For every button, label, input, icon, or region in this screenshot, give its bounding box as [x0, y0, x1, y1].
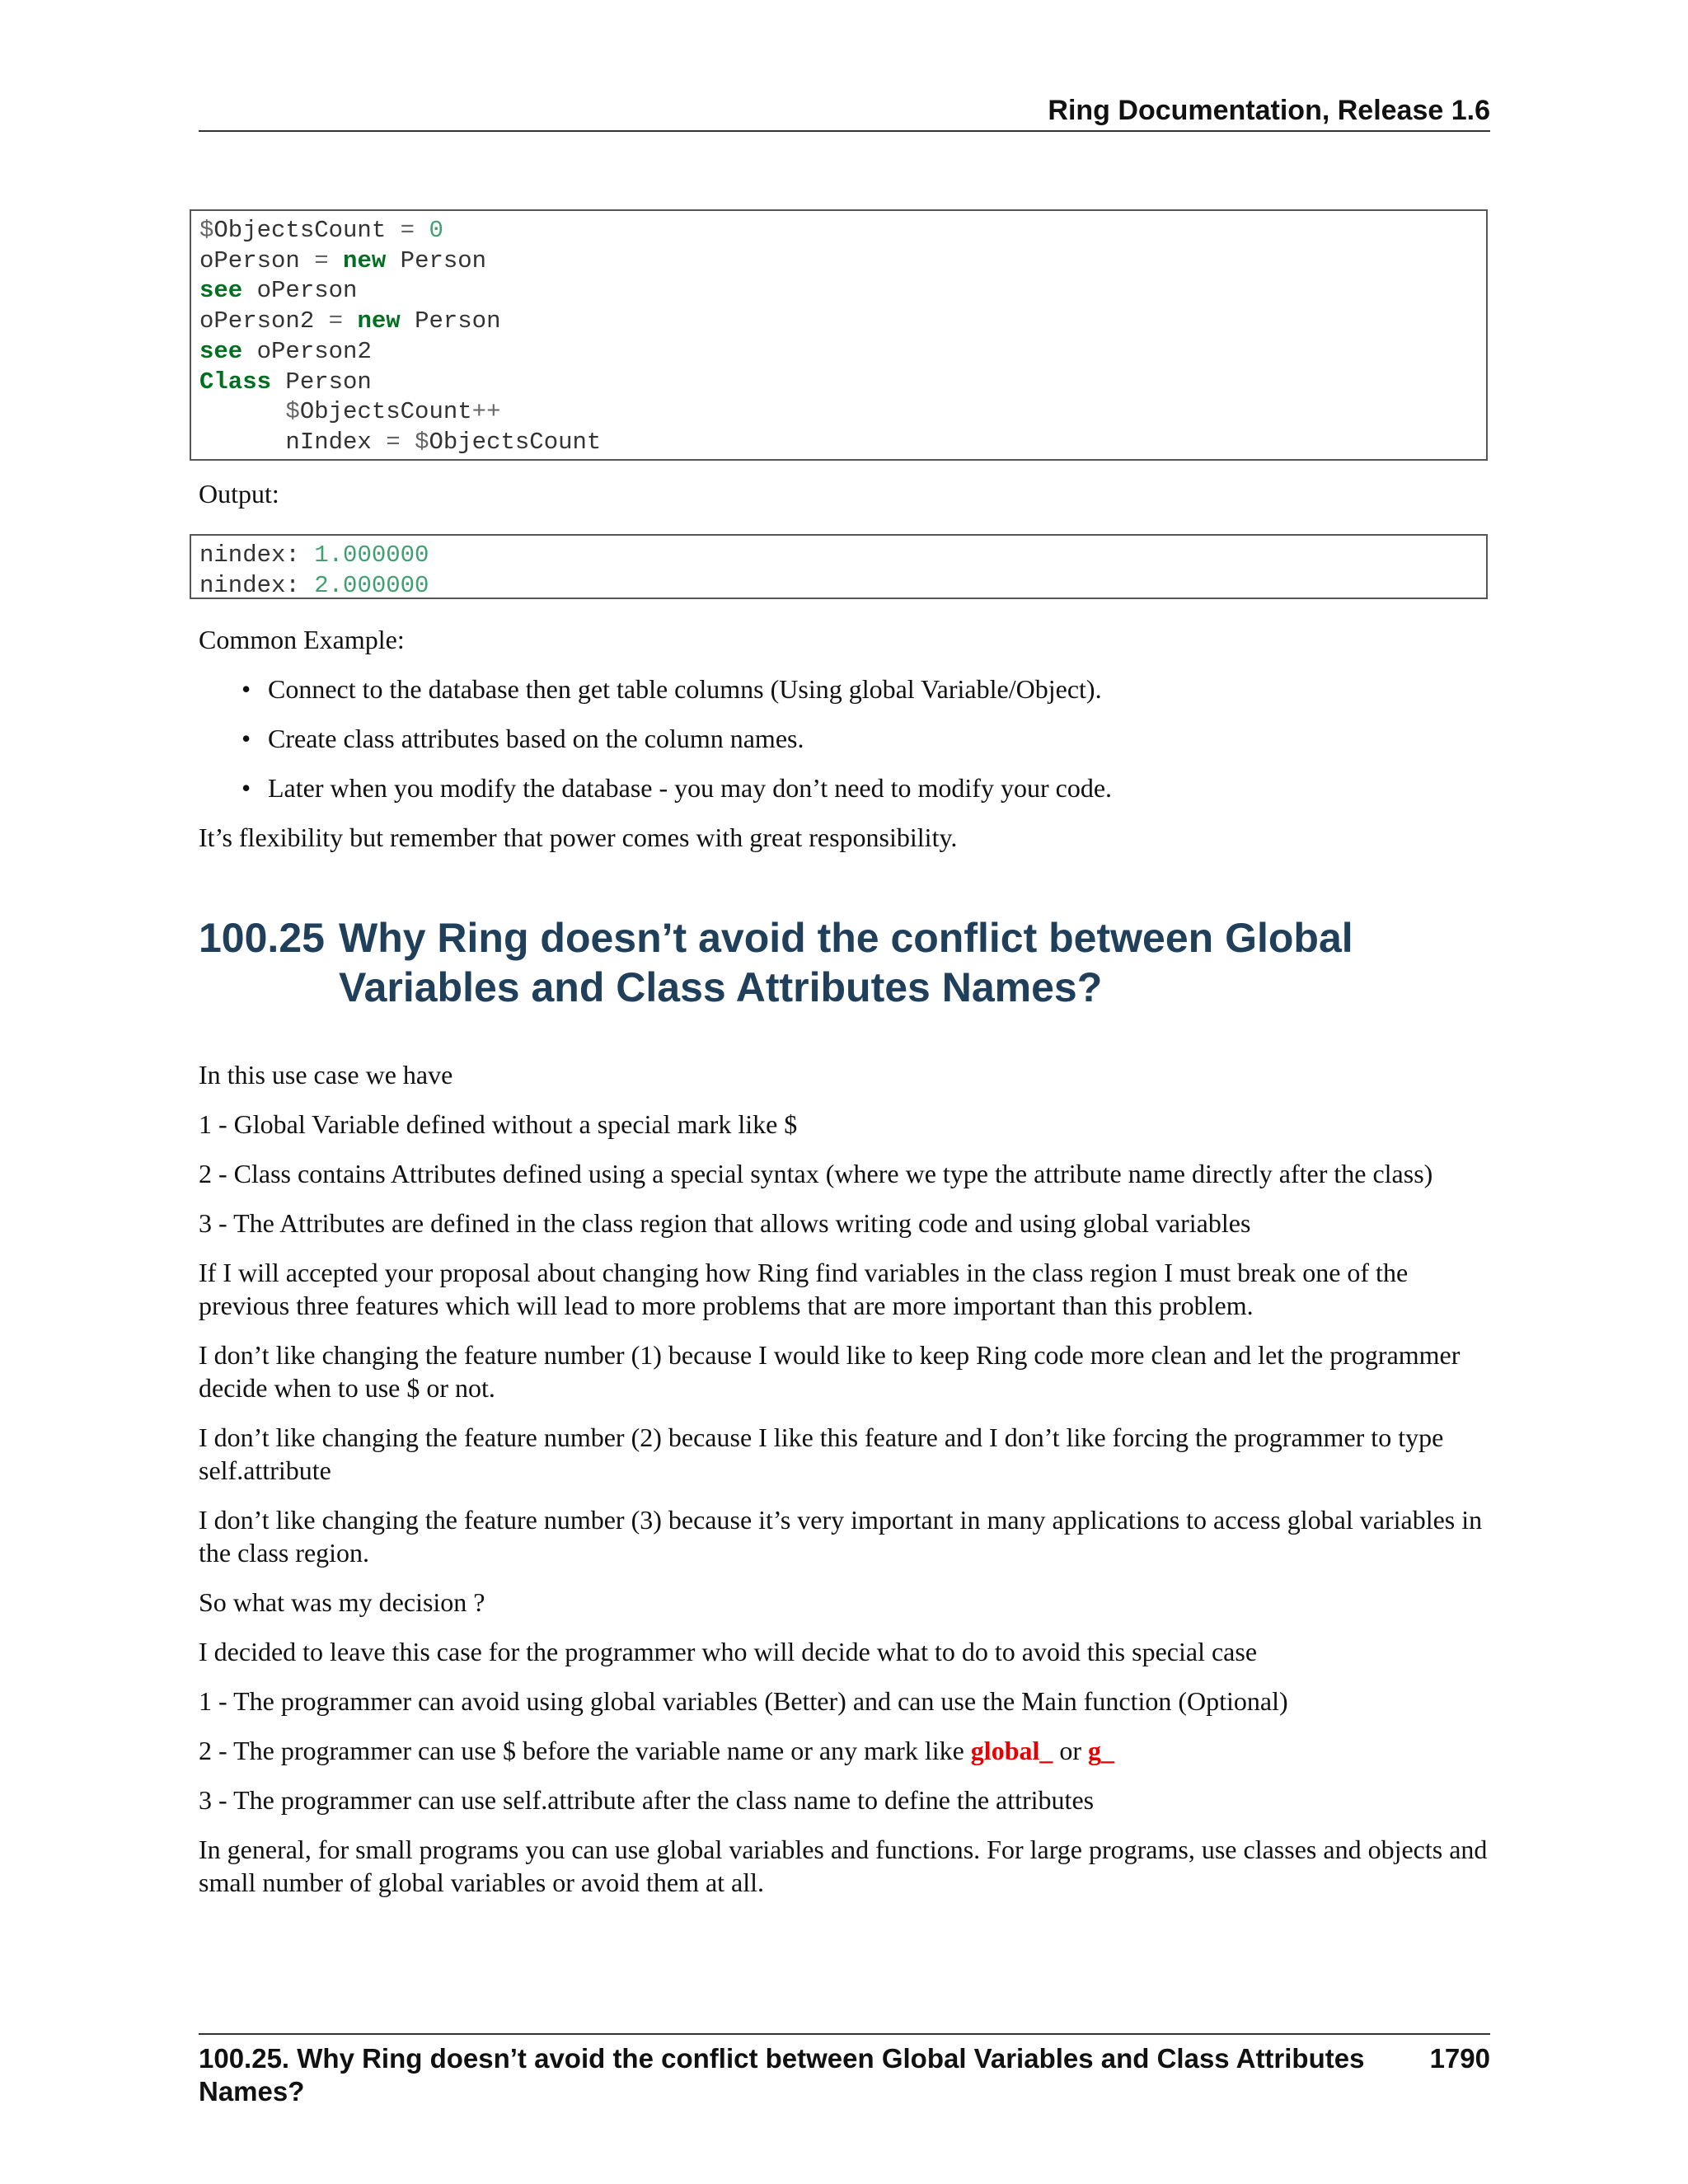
- output-line: nindex: 2.000000: [199, 571, 429, 599]
- bullet-item: Later when you modify the database - you may don’t need to modify your code.: [268, 773, 1113, 803]
- running-header: Ring Documentation, Release 1.6: [1048, 95, 1490, 126]
- code-line: Class Person: [199, 368, 372, 396]
- paragraph: 3 - The programmer can use self.attribute after the class name to define the attributes: [199, 1785, 1095, 1815]
- mark-joiner: or: [1053, 1736, 1089, 1765]
- paragraph: 3 - The Attributes are defined in the class region that allows writing code and using global variables: [199, 1208, 1251, 1238]
- code-line: $ObjectsCount = 0: [199, 217, 443, 244]
- global-mark: global_: [970, 1736, 1053, 1765]
- code-line: nIndex = $ObjectsCount: [199, 428, 602, 456]
- section-number: 100.25: [199, 915, 325, 961]
- page-number: 1790: [1429, 2043, 1490, 2074]
- paragraph: In this use case we have: [199, 1060, 453, 1090]
- output-line: nindex: 1.000000: [199, 541, 429, 569]
- paragraph: 1 - Global Variable defined without a special mark like $: [199, 1109, 798, 1139]
- paragraph: If I will accepted your proposal about changing how Ring find variables in the class region I must break one of the previous three features which will lead to more problems that are more important than this problem.: [199, 1258, 1409, 1320]
- code-line: oPerson = new Person: [199, 246, 487, 274]
- footer-rule: [199, 2033, 1490, 2035]
- flexibility-note: It’s flexibility but remember that power comes with great responsibility.: [199, 823, 958, 852]
- bullet-item: Connect to the database then get table columns (Using global Variable/Object).: [268, 674, 1102, 704]
- bullet-item: Create class attributes based on the column names.: [268, 724, 804, 753]
- document-page: [199, 0, 1490, 2184]
- output-block: [190, 534, 1488, 599]
- footer-title: 100.25. Why Ring doesn’t avoid the conflict between Global Variables and Class Attributes Names?: [199, 2043, 1365, 2107]
- code-line: $ObjectsCount++: [285, 398, 501, 426]
- bullet-marker: •: [241, 773, 251, 803]
- section-title: Why Ring doesn’t avoid the conflict between Global Variables and Class Attributes Names?: [339, 915, 1353, 1010]
- paragraph: So what was my decision ?: [199, 1587, 485, 1617]
- paragraph: I don’t like changing the feature number (3) because it’s very important in many applications to access global variables in the class region.: [199, 1505, 1483, 1568]
- common-example-label: Common Example:: [199, 625, 405, 654]
- bullet-marker: •: [241, 674, 251, 704]
- mark-line-prefix: 2 - The programmer can use $ before the variable name or any mark like: [199, 1736, 971, 1765]
- paragraph: In general, for small programs you can use global variables and functions. For large programs, use classes and objects and small number of global variables or avoid them at all.: [199, 1835, 1488, 1897]
- paragraph: I decided to leave this case for the programmer who will decide what to do to avoid this special case: [199, 1637, 1258, 1666]
- output-label: Output:: [199, 479, 279, 509]
- paragraph: I don’t like changing the feature number (1) because I would like to keep Ring code more clean and let the programmer decide when to use $ or not.: [199, 1340, 1461, 1403]
- mark-paragraph: [199, 1734, 1490, 1767]
- bullet-marker: •: [241, 724, 251, 753]
- paragraph: I don’t like changing the feature number (2) because I like this feature and I don’t like forcing the programmer to type self.attribute: [199, 1422, 1444, 1485]
- code-line: see oPerson2: [199, 337, 372, 365]
- paragraph: 2 - Class contains Attributes defined using a special syntax (where we type the attribute name directly after the class): [199, 1159, 1433, 1188]
- paragraph: 1 - The programmer can avoid using global variables (Better) and can use the Main function (Optional): [199, 1686, 1288, 1716]
- code-block: [190, 209, 1488, 461]
- code-line: oPerson2 = new Person: [199, 307, 501, 335]
- code-line: see oPerson: [199, 277, 358, 305]
- header-rule: [199, 130, 1490, 132]
- g-mark: g_: [1088, 1736, 1115, 1765]
